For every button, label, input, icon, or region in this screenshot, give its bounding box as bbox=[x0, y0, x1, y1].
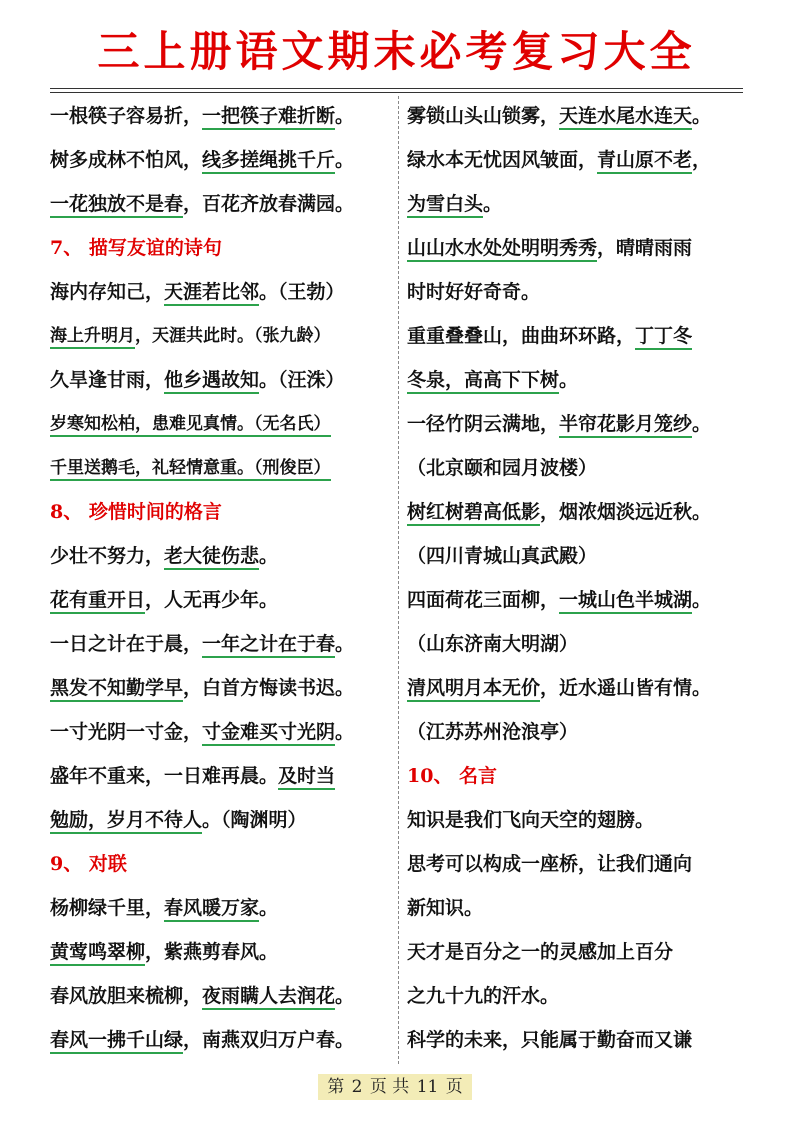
line-text: 。 bbox=[335, 149, 355, 171]
underlined-phrase: 勉励，岁月不待人 bbox=[50, 809, 202, 834]
text-line bbox=[407, 534, 752, 578]
line-text: 一寸光阴一寸金， bbox=[50, 721, 203, 743]
line-text: 一根筷子容易折， bbox=[50, 105, 203, 127]
underlined-phrase: 一城山色半城湖 bbox=[559, 589, 692, 614]
line-text: 。 bbox=[335, 633, 355, 655]
text-line bbox=[50, 314, 398, 358]
line-text: ， bbox=[692, 149, 712, 171]
footer-prefix: 第 bbox=[327, 1077, 345, 1097]
line-text: 杨柳绿千里， bbox=[50, 897, 165, 919]
underlined-phrase: 树红树碧高低影 bbox=[407, 501, 540, 526]
line-text: ，人无再少年。 bbox=[145, 589, 279, 611]
text-line bbox=[50, 578, 398, 622]
line-text: 。 bbox=[692, 413, 712, 435]
text-line bbox=[407, 182, 752, 226]
underlined-phrase: 清风明月本无价 bbox=[407, 677, 540, 702]
line-text: 少壮不努力， bbox=[50, 545, 165, 567]
underlined-phrase: 他乡遇故知 bbox=[164, 369, 259, 394]
right-column bbox=[407, 94, 752, 1062]
underlined-phrase: 青山原不老 bbox=[597, 149, 692, 174]
line-text: ，紫燕剪春风。 bbox=[145, 941, 279, 963]
line-text: 。 bbox=[483, 193, 503, 215]
line-text: ，白首方悔读书迟。 bbox=[183, 677, 355, 699]
section-heading: 9、 对联 bbox=[50, 853, 127, 875]
underlined-phrase: 一年之计在于春 bbox=[202, 633, 335, 658]
line-text: ，晴晴雨雨 bbox=[597, 237, 693, 259]
line-text: 树多成林不怕风， bbox=[50, 149, 203, 171]
line-text: 。（王勃） bbox=[259, 281, 345, 303]
text-line bbox=[50, 974, 398, 1018]
text-line bbox=[50, 138, 398, 182]
line-text: ，近水遥山皆有情。 bbox=[540, 677, 712, 699]
line-text: 之九十九的汗水。 bbox=[407, 985, 560, 1007]
line-text: 雾锁山头山锁雾， bbox=[407, 105, 560, 127]
line-text: 一径竹阴云满地， bbox=[407, 413, 560, 435]
underlined-phrase: 花有重开日 bbox=[50, 589, 145, 614]
text-line bbox=[407, 94, 752, 138]
line-text: 盛年不重来，一日难再晨。 bbox=[50, 765, 279, 787]
line-text: ，百花齐放春满园。 bbox=[183, 193, 355, 215]
text-line bbox=[407, 798, 752, 842]
underlined-phrase: 一花独放不是春 bbox=[50, 193, 183, 218]
underlined-phrase: 线多搓绳挑千斤 bbox=[202, 149, 335, 174]
text-line bbox=[50, 402, 398, 446]
line-text: （山东济南大明湖） bbox=[407, 633, 579, 655]
text-line bbox=[407, 314, 752, 358]
underlined-phrase: 半帘花影月笼纱 bbox=[559, 413, 692, 438]
underlined-phrase: 山山水水处处明明秀秀 bbox=[407, 237, 597, 262]
text-line bbox=[50, 622, 398, 666]
text-line bbox=[407, 226, 752, 270]
line-text: 。（汪洙） bbox=[259, 369, 345, 391]
title-rule-top bbox=[50, 88, 743, 89]
text-line bbox=[407, 358, 752, 402]
line-text: 四面荷花三面柳， bbox=[407, 589, 560, 611]
left-column bbox=[50, 94, 398, 1062]
text-line bbox=[407, 578, 752, 622]
line-text: ，烟浓烟淡远近秋。 bbox=[540, 501, 712, 523]
text-line bbox=[407, 886, 752, 930]
section-heading: 10、 名言 bbox=[407, 765, 498, 787]
line-text: ，天涯共此时。（张九龄） bbox=[135, 326, 331, 346]
page-title: 三上册语文期末必考复习大全 bbox=[97, 27, 696, 76]
line-text: 。 bbox=[559, 369, 579, 391]
title-rule-bottom bbox=[50, 92, 743, 93]
underlined-phrase: 冬泉，高高下下树 bbox=[407, 369, 559, 394]
text-line bbox=[407, 446, 752, 490]
text-line bbox=[407, 270, 752, 314]
text-line bbox=[407, 666, 752, 710]
line-text: （江苏苏州沧浪亭） bbox=[407, 721, 579, 743]
line-text: 。 bbox=[335, 105, 355, 127]
text-line bbox=[407, 402, 752, 446]
text-line bbox=[407, 842, 752, 886]
line-text: 绿水本无忧因风皱面， bbox=[407, 149, 598, 171]
line-text: 思考可以构成一座桥，让我们通向 bbox=[407, 853, 693, 875]
line-text: 。 bbox=[335, 985, 355, 1007]
text-line bbox=[50, 270, 398, 314]
text-line bbox=[50, 446, 398, 490]
line-text: 一日之计在于晨， bbox=[50, 633, 203, 655]
footer-total-pages: 11 bbox=[416, 1077, 439, 1097]
line-text: 时时好好奇奇。 bbox=[407, 281, 541, 303]
text-line bbox=[50, 358, 398, 402]
text-line bbox=[407, 138, 752, 182]
text-line bbox=[50, 666, 398, 710]
underlined-phrase: 夜雨瞒人去润花 bbox=[202, 985, 335, 1010]
underlined-phrase: 春风一拂千山绿 bbox=[50, 1029, 183, 1054]
underlined-phrase: 千里送鹅毛，礼轻情意重。（刑俊臣） bbox=[50, 458, 331, 481]
underlined-phrase: 海上升明月 bbox=[50, 326, 135, 349]
line-text: 春风放胆来梳柳， bbox=[50, 985, 203, 1007]
page-footer bbox=[318, 1074, 472, 1100]
line-text: 。（陶渊明） bbox=[202, 809, 307, 831]
text-line bbox=[407, 710, 752, 754]
section-heading: 7、 描写友谊的诗句 bbox=[50, 237, 222, 259]
underlined-phrase: 为雪白头 bbox=[407, 193, 483, 218]
text-line bbox=[50, 886, 398, 930]
text-line bbox=[407, 930, 752, 974]
column-divider bbox=[398, 96, 399, 1064]
line-text: 科学的未来，只能属于勤奋而又谦 bbox=[407, 1029, 693, 1051]
underlined-phrase: 老大徒伤悲 bbox=[164, 545, 259, 570]
underlined-phrase: 一把筷子难折断 bbox=[202, 105, 335, 130]
line-text: 。 bbox=[692, 105, 712, 127]
section-heading: 8、 珍惜时间的格言 bbox=[50, 501, 222, 523]
text-line bbox=[50, 182, 398, 226]
text-line bbox=[50, 754, 398, 798]
line-text: 知识是我们飞向天空的翅膀。 bbox=[407, 809, 655, 831]
line-text: 。 bbox=[692, 589, 712, 611]
underlined-phrase: 寸金难买寸光阴 bbox=[202, 721, 335, 746]
footer-current-page: 2 bbox=[351, 1077, 363, 1097]
line-text: 新知识。 bbox=[407, 897, 484, 919]
line-text: 。 bbox=[335, 721, 355, 743]
underlined-phrase: 黑发不知勤学早 bbox=[50, 677, 183, 702]
text-line bbox=[50, 534, 398, 578]
footer-middle: 页 共 bbox=[369, 1077, 410, 1097]
text-line bbox=[50, 94, 398, 138]
underlined-phrase: 岁寒知松柏，患难见真情。（无名氏） bbox=[50, 414, 331, 437]
text-line bbox=[50, 710, 398, 754]
underlined-phrase: 天涯若比邻 bbox=[164, 281, 259, 306]
underlined-phrase: 丁丁冬 bbox=[635, 325, 692, 350]
underlined-phrase: 天连水尾水连天 bbox=[559, 105, 692, 130]
line-text: 久旱逢甘雨， bbox=[50, 369, 165, 391]
text-line bbox=[407, 974, 752, 1018]
footer-suffix: 页 bbox=[445, 1077, 463, 1097]
text-line bbox=[50, 798, 398, 842]
line-text: 。 bbox=[259, 545, 279, 567]
line-text: 天才是百分之一的灵感加上百分 bbox=[407, 941, 674, 963]
text-line bbox=[407, 622, 752, 666]
underlined-phrase: 黄莺鸣翠柳 bbox=[50, 941, 145, 966]
line-text: （四川青城山真武殿） bbox=[407, 545, 598, 567]
line-text: 海内存知己， bbox=[50, 281, 165, 303]
text-line bbox=[50, 930, 398, 974]
text-line bbox=[407, 1018, 752, 1062]
underlined-phrase: 及时当 bbox=[278, 765, 335, 790]
line-text: （北京颐和园月波楼） bbox=[407, 457, 598, 479]
line-text: ，南燕双归万户春。 bbox=[183, 1029, 355, 1051]
line-text: 。 bbox=[259, 897, 279, 919]
text-line bbox=[407, 490, 752, 534]
underlined-phrase: 春风暖万家 bbox=[164, 897, 259, 922]
line-text: 重重叠叠山，曲曲环环路， bbox=[407, 325, 636, 347]
text-line bbox=[50, 1018, 398, 1062]
